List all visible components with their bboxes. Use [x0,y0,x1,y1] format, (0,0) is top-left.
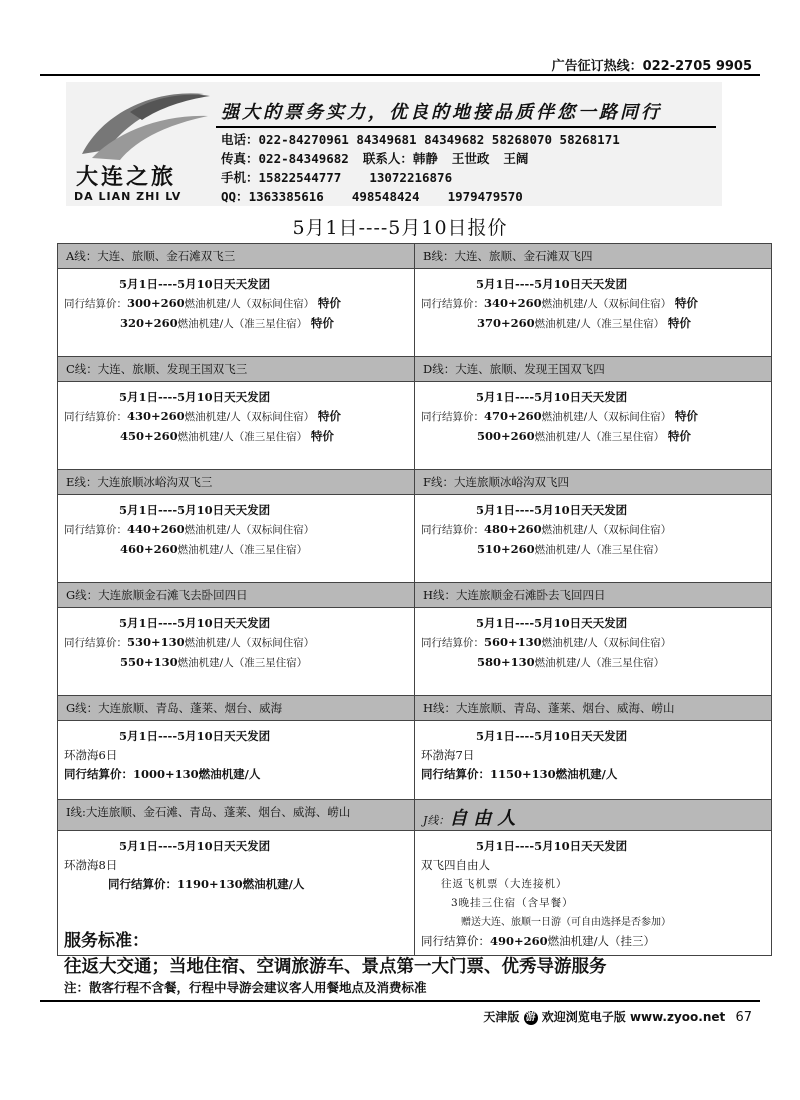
price-value: 500+260 [477,429,535,443]
package-line: 赠送大连、旅顺一日游（可自由选择是否参加） [461,917,671,928]
service-standard-text: 往返大交通；当地住宿、空调旅游车、景点第一大门票、优秀导游服务 [64,957,607,977]
route-header: F线：大连旅顺冰峪沟双飞四 [415,470,772,495]
travel-badge-icon: 游 [525,1011,536,1023]
agency-slogan: 强大的票务实力，优良的地接品质伴您一路同行 [221,102,662,123]
contact-name: 王世政 [451,151,490,166]
tour-name: 环渤海8日 [64,858,118,872]
price-unit: 燃油机建/人（双标间住宿） [541,298,672,310]
special-tag: 特价 [317,296,341,310]
price-unit: 燃油机建/人（准三星住宿） [534,318,665,330]
route-header: B线：大连、旅顺、金石滩双飞四 [415,244,772,269]
brand-name-cn: 大连之旅 [76,164,177,190]
route-body [58,721,415,800]
route-body [58,608,415,696]
departure-date: 5月1日----5月10日天天发团 [119,839,271,853]
departure-date: 5月1日----5月10日天天发团 [476,839,628,853]
price-value: 1190+130 [177,877,243,891]
package-line: 双飞四自由人 [421,858,490,872]
route-body [415,608,772,696]
special-tag: 特价 [667,429,691,443]
price-unit: 燃油机建/人（准三星住宿） [534,544,665,556]
price-value: 320+260 [120,316,178,330]
route-body [415,269,772,357]
phone-numbers: 022-84270961 84349681 84349682 58268070 58268171 [258,132,620,147]
price-label: 同行结算价： [421,934,490,948]
price-label: 同行结算价： [64,298,127,310]
route-header: H线：大连旅顺、青岛、蓬莱、烟台、威海、崂山 [415,696,772,721]
contact-block [221,130,620,206]
quote-title: 5月1日----5月10日报价 [292,217,508,239]
price-label: 同行结算价： [421,524,484,536]
top-rule [40,74,760,76]
route-body [415,382,772,470]
route-j-prefix: J线： [423,814,450,827]
package-line: 往返飞机票（大连接机） [441,878,568,890]
price-label: 同行结算价： [108,877,177,891]
price-label: 同行结算价： [421,767,490,781]
mobile-number: 13072216876 [369,170,453,185]
price-unit: 燃油机建/人（准三星住宿） [177,431,308,443]
service-note: 注：散客行程不含餐，行程中导游会建议客人用餐地点及消费标准 [64,980,427,995]
route-j-name: 自由人 [449,808,522,829]
price-value: 580+130 [477,655,535,669]
route-body [58,269,415,357]
route-header: G线：大连旅顺金石滩飞去卧回四日 [58,583,415,608]
price-value: 480+260 [484,522,542,536]
price-label: 同行结算价： [64,524,127,536]
service-standard-title: 服务标准： [64,931,149,951]
price-value: 490+260 [490,934,548,948]
special-tag: 特价 [674,409,698,423]
price-unit: 燃油机建/人（准三星住宿） [177,544,308,556]
price-value: 470+260 [484,409,542,423]
price-unit: 燃油机建/人（准三星住宿） [534,657,665,669]
price-label: 同行结算价： [421,411,484,423]
route-body [58,382,415,470]
departure-date: 5月1日----5月10日天天发团 [119,277,271,291]
page-footer [483,1008,752,1025]
price-unit: 燃油机建/人（双标间住宿） [541,411,672,423]
price-unit: 燃油机建/人（挂三） [547,934,656,948]
price-label: 同行结算价： [421,298,484,310]
price-label: 同行结算价： [64,767,133,781]
departure-date: 5月1日----5月10日天天发团 [119,390,271,404]
price-value: 510+260 [477,542,535,556]
route-body [415,721,772,800]
price-value: 1150+130 [490,767,556,781]
price-value: 370+260 [477,316,535,330]
mobile-label: 手机： [221,170,259,185]
departure-date: 5月1日----5月10日天天发团 [119,729,271,743]
fax-number: 022-84349682 [258,151,349,166]
special-tag: 特价 [317,409,341,423]
qq-number: 1979479570 [447,189,523,204]
route-body [58,495,415,583]
qq-label: QQ： [221,189,249,204]
route-header: A线：大连、旅顺、金石滩双飞三 [58,244,415,269]
departure-date: 5月1日----5月10日天天发团 [119,503,271,517]
price-unit: 燃油机建/人（准三星住宿） [177,657,308,669]
departure-date: 5月1日----5月10日天天发团 [476,277,628,291]
price-label: 同行结算价： [64,637,127,649]
slogan-rule [216,126,716,128]
price-value: 300+260 [127,296,185,310]
price-unit: 燃油机建/人（双标间住宿） [184,524,315,536]
contact-name: 王阔 [503,151,529,166]
departure-date: 5月1日----5月10日天天发团 [476,503,628,517]
route-header: I线:大连旅顺、金石滩、青岛、蓬莱、烟台、威海、崂山 [58,800,415,831]
package-line: 3晚挂三住宿（含早餐） [451,897,574,909]
route-body [415,831,772,956]
bottom-rule [40,1000,760,1002]
route-header [415,800,772,831]
price-value: 430+260 [127,409,185,423]
price-unit: 燃油机建/人（双标间住宿） [184,298,315,310]
route-header: H线：大连旅顺金石滩卧去飞回四日 [415,583,772,608]
mobile-number: 15822544777 [258,170,342,185]
price-value: 450+260 [120,429,178,443]
price-value: 440+260 [127,522,185,536]
departure-date: 5月1日----5月10日天天发团 [476,390,628,404]
edition-label: 天津版 [483,1010,520,1024]
special-tag: 特价 [310,429,334,443]
price-value: 460+260 [120,542,178,556]
special-tag: 特价 [310,316,334,330]
price-value: 340+260 [484,296,542,310]
price-unit: 燃油机建/人（双标间住宿） [184,411,315,423]
special-tag: 特价 [667,316,691,330]
route-header: G线：大连旅顺、青岛、蓬莱、烟台、威海 [58,696,415,721]
route-header: E线：大连旅顺冰峪沟双飞三 [58,470,415,495]
price-unit: 燃油机建/人 [242,877,305,891]
price-unit: 燃油机建/人（双标间住宿） [541,637,672,649]
contact-person-label: 联系人： [362,151,413,166]
phone-label: 电话： [221,132,259,147]
route-body [415,495,772,583]
price-unit: 燃油机建/人（双标间住宿） [184,637,315,649]
departure-date: 5月1日----5月10日天天发团 [476,729,628,743]
page-number: 67 [735,1010,752,1025]
footer-text: 欢迎浏览电子版 www.zyoo.net [541,1010,726,1024]
special-tag: 特价 [674,296,698,310]
tour-name: 环渤海7日 [421,748,475,762]
qq-number: 498548424 [351,189,420,204]
price-unit: 燃油机建/人 [198,767,261,781]
route-price-table [57,243,772,956]
departure-date: 5月1日----5月10日天天发团 [476,616,628,630]
price-unit: 燃油机建/人 [555,767,618,781]
price-value: 530+130 [127,635,185,649]
tour-name: 环渤海6日 [64,748,118,762]
qq-number: 1363385616 [248,189,324,204]
price-value: 550+130 [120,655,178,669]
price-unit: 燃油机建/人（准三星住宿） [177,318,308,330]
price-unit: 燃油机建/人（双标间住宿） [541,524,672,536]
price-unit: 燃油机建/人（准三星住宿） [534,431,665,443]
price-value: 560+130 [484,635,542,649]
departure-date: 5月1日----5月10日天天发团 [119,616,271,630]
agency-banner [66,82,722,206]
brand-name-en: DA LIAN ZHI LV [74,190,182,203]
route-header: D线：大连、旅顺、发现王国双飞四 [415,357,772,382]
fax-label: 传真： [221,151,259,166]
price-label: 同行结算价： [421,637,484,649]
ad-hotline: 广告征订热线：022-2705 9905 [551,59,752,74]
contact-name: 韩静 [412,151,438,166]
price-label: 同行结算价： [64,411,127,423]
route-header: C线：大连、旅顺、发现王国双飞三 [58,357,415,382]
price-value: 1000+130 [133,767,199,781]
